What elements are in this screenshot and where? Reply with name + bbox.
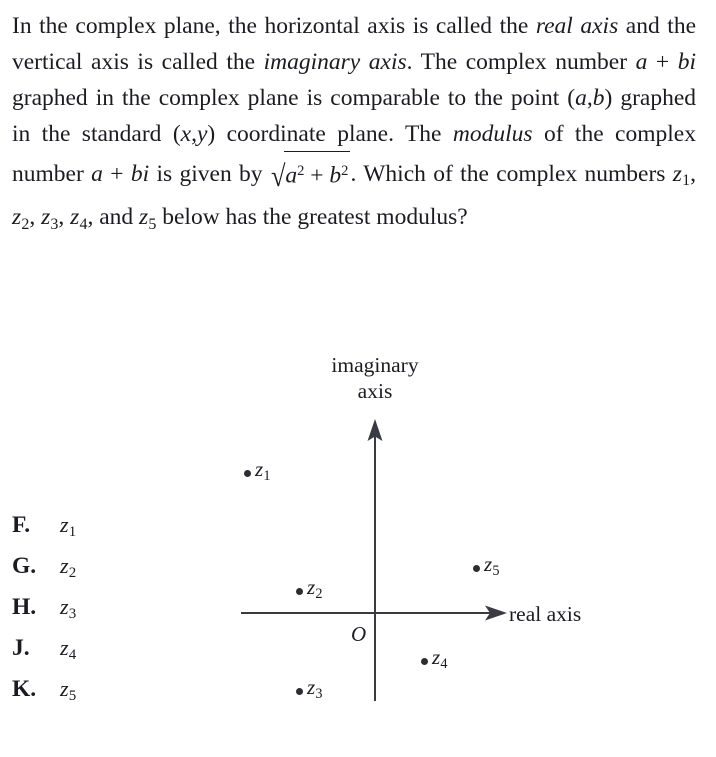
stem-text-5: ) graphed in the standard ( — [12, 85, 697, 147]
inline-z4-subscript: 4 — [79, 215, 88, 233]
stem-emphasis-imaginary-axis: imaginary axis — [263, 49, 407, 75]
data-point-z1-dot — [244, 470, 251, 477]
radical-sign: √ — [270, 159, 286, 193]
operator-plus: + — [647, 49, 678, 75]
inline-z1-subscript: 1 — [682, 172, 691, 190]
answer-choice-j-subscript: 4 — [68, 647, 77, 664]
inline-z5-subscript: 5 — [148, 215, 157, 233]
stem-text-9: . Which of the complex numbers — [350, 160, 673, 187]
answer-choice-k-letter: K. — [12, 676, 37, 702]
inline-z4 — [70, 204, 88, 233]
radicand — [284, 151, 350, 194]
inline-z1 — [672, 160, 691, 190]
imaginary-axis-label-line1: imaginary — [331, 353, 419, 377]
data-point-z1-label — [255, 457, 271, 485]
radicand-b-exponent: 2 — [341, 163, 349, 179]
radicand-b: b — [329, 162, 342, 189]
answer-choice-h[interactable] — [12, 594, 172, 635]
stem-emphasis-modulus: modulus — [452, 121, 533, 147]
answer-choice-g[interactable] — [12, 553, 172, 594]
data-point-z2-subscript: 2 — [315, 585, 323, 602]
data-point-z4-dot — [421, 658, 428, 665]
answer-choice-g-value — [60, 553, 76, 582]
inline-sep-3: , — [58, 204, 71, 231]
data-point-z3-subscript: 3 — [315, 685, 323, 702]
origin-label: O — [351, 622, 367, 646]
variable-y: y — [196, 121, 208, 147]
data-point-z5-subscript: 5 — [492, 562, 500, 579]
data-point-z2-label — [307, 575, 323, 603]
data-point-z4-base: z — [432, 645, 441, 669]
inline-z2-base: z — [12, 204, 22, 231]
stem-text-1: In the complex plane, the horizontal axis is called the — [12, 13, 536, 39]
data-point-z5-dot — [473, 565, 480, 572]
inline-z3-base: z — [41, 204, 51, 231]
stem-text-6: ) coordinate plane. The — [207, 121, 453, 147]
stem-text-8: is given by — [149, 160, 270, 187]
answer-choice-g-subscript: 2 — [68, 565, 77, 582]
inline-z4-base: z — [70, 204, 80, 231]
imaginary-axis-label — [228, 352, 522, 404]
radicand-a-exponent: 2 — [297, 163, 305, 179]
answer-choice-j-value — [60, 635, 76, 664]
question-stem — [12, 8, 696, 243]
data-point-z4-subscript: 4 — [440, 655, 448, 672]
comma-1: , — [586, 85, 593, 111]
data-point-z3-dot — [296, 688, 303, 695]
data-point-z1-base: z — [255, 457, 264, 481]
answer-choice-f-subscript: 1 — [68, 524, 77, 541]
answer-choice-h-base: z — [60, 594, 69, 619]
data-point-z3-base: z — [307, 675, 316, 699]
answer-choices-list — [12, 512, 172, 717]
inline-sep-4: , and — [87, 204, 140, 231]
answer-choice-h-value — [60, 594, 76, 623]
data-point-z3-label — [307, 675, 323, 703]
imaginary-axis-label-line2: axis — [357, 379, 393, 403]
answer-choice-k[interactable] — [12, 676, 172, 717]
complex-plane-figure — [228, 345, 628, 725]
answer-choice-g-letter: G. — [12, 553, 37, 579]
answer-choice-k-base: z — [60, 676, 69, 701]
inline-sep-1: , — [690, 160, 696, 187]
stem-text-10: below has the greatest modulus? — [156, 204, 468, 231]
data-point-z4-label — [432, 645, 448, 673]
answer-choice-h-subscript: 3 — [68, 606, 77, 623]
data-point-z5-label — [484, 552, 500, 580]
inline-z1-base: z — [672, 160, 682, 187]
square-root-expression — [270, 152, 351, 195]
answer-choice-f-letter: F. — [12, 512, 31, 538]
stem-text-7: of the complex number — [12, 121, 696, 187]
answer-choice-g-base: z — [60, 553, 69, 578]
answer-choice-j-letter: J. — [12, 635, 30, 661]
inline-sep-2: , — [29, 204, 42, 231]
variable-bi: bi — [677, 49, 696, 75]
variable-a-point: a — [575, 85, 587, 111]
inline-z2 — [12, 204, 30, 233]
inline-z5-base: z — [139, 204, 149, 231]
answer-choice-h-letter: H. — [12, 594, 37, 620]
stem-text-2: and the vertical axis is called the — [12, 13, 697, 75]
inline-z3 — [41, 204, 59, 233]
variable-bi-modulus: bi — [130, 160, 150, 187]
stem-text-4: graphed in the complex plane is comparable to the point ( — [12, 85, 576, 111]
variable-b-point: b — [592, 85, 605, 111]
answer-choice-k-value — [60, 676, 76, 705]
variable-x: x — [180, 121, 192, 147]
data-point-z2-dot — [296, 588, 303, 595]
variable-a: a — [635, 49, 648, 75]
answer-choice-j[interactable] — [12, 635, 172, 676]
inline-z3-subscript: 3 — [50, 215, 59, 233]
inline-z2-subscript: 2 — [21, 215, 30, 233]
answer-choice-f-value — [60, 512, 76, 541]
answer-choice-f-base: z — [60, 512, 69, 537]
operator-plus-2: + — [102, 160, 131, 187]
comma-2: , — [191, 121, 197, 147]
real-axis-label: real axis — [509, 602, 582, 626]
data-point-z5-base: z — [484, 552, 493, 576]
answer-choice-f[interactable] — [12, 512, 172, 553]
stem-text-3: . The complex number — [406, 49, 636, 75]
data-point-z2-base: z — [307, 575, 316, 599]
answer-choice-j-base: z — [60, 635, 69, 660]
radicand-a: a — [285, 162, 298, 189]
answer-choice-k-subscript: 5 — [68, 688, 77, 705]
variable-a-modulus: a — [91, 160, 103, 187]
inline-z5 — [139, 204, 157, 233]
radicand-plus: + — [304, 162, 330, 189]
data-point-z1-subscript: 1 — [263, 467, 271, 484]
stem-emphasis-real-axis: real axis — [535, 13, 619, 39]
